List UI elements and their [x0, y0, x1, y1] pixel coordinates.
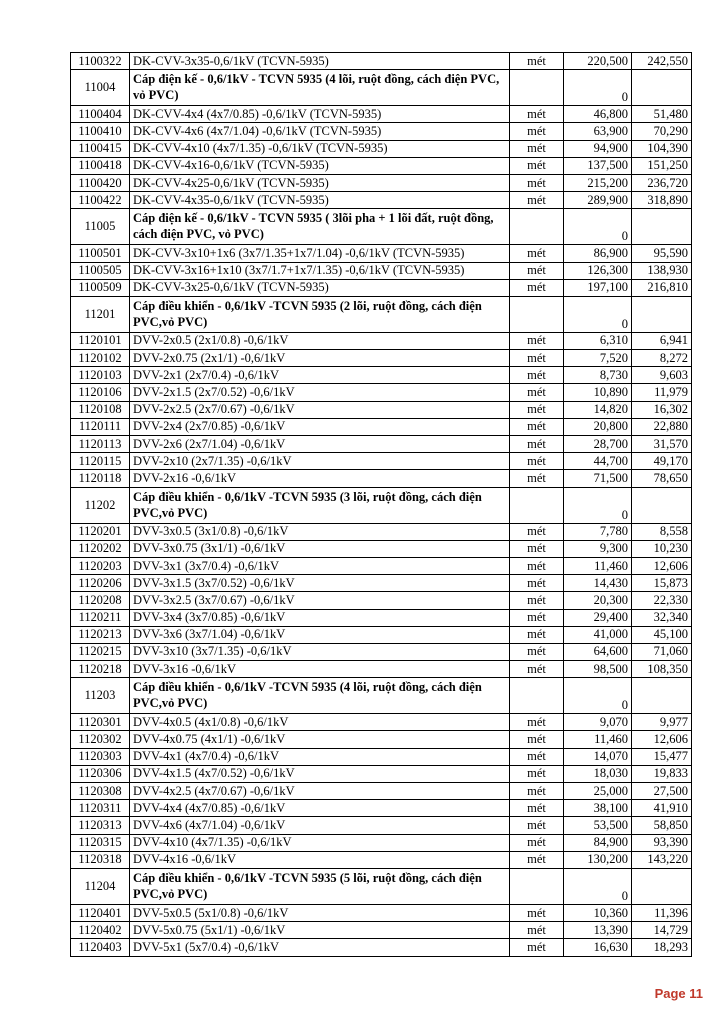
unit-cell: mét	[510, 262, 564, 279]
table-row	[71, 384, 692, 401]
product-description-cell: DVV-2x6 (2x7/1.04) -0,6/1kV	[130, 436, 510, 453]
product-code-cell: 1120106	[71, 384, 130, 401]
product-code-cell: 1120401	[71, 904, 130, 921]
price-1-cell: 0	[564, 678, 632, 714]
price-1-cell: 9,300	[564, 540, 632, 557]
price-1-cell: 220,500	[564, 53, 632, 70]
product-description-cell: DK-CVV-3x25-0,6/1kV (TCVN-5935)	[130, 279, 510, 296]
table-row	[71, 765, 692, 782]
product-description-cell: DVV-2x0.5 (2x1/0.8) -0,6/1kV	[130, 332, 510, 349]
product-description-cell: DK-CVV-4x10 (4x7/1.35) -0,6/1kV (TCVN-5935)	[130, 140, 510, 157]
unit-cell	[510, 296, 564, 332]
product-code-cell: 1120115	[71, 453, 130, 470]
table-row	[71, 436, 692, 453]
product-description-cell: DVV-3x16 -0,6/1kV	[130, 661, 510, 678]
price-1-cell: 0	[564, 487, 632, 523]
price-2-cell: 6,941	[632, 332, 692, 349]
price-2-cell: 11,979	[632, 384, 692, 401]
price-2-cell: 32,340	[632, 609, 692, 626]
price-1-cell: 71,500	[564, 470, 632, 487]
product-code-cell: 1120101	[71, 332, 130, 349]
table-row	[71, 523, 692, 540]
price-1-cell: 84,900	[564, 834, 632, 851]
price-1-cell: 20,300	[564, 592, 632, 609]
unit-cell	[510, 487, 564, 523]
product-code-cell: 1100415	[71, 140, 130, 157]
product-description-cell: DVV-4x0.75 (4x1/1) -0,6/1kV	[130, 731, 510, 748]
table-row	[71, 106, 692, 123]
price-1-cell: 0	[564, 70, 632, 106]
table-row	[71, 800, 692, 817]
product-description-cell: DVV-3x10 (3x7/1.35) -0,6/1kV	[130, 643, 510, 660]
price-1-cell: 98,500	[564, 661, 632, 678]
unit-cell: mét	[510, 904, 564, 921]
unit-cell: mét	[510, 575, 564, 592]
table-row	[71, 817, 692, 834]
unit-cell: mét	[510, 53, 564, 70]
unit-cell: mét	[510, 714, 564, 731]
unit-cell: mét	[510, 350, 564, 367]
price-2-cell: 14,729	[632, 922, 692, 939]
unit-cell: mét	[510, 384, 564, 401]
unit-cell	[510, 868, 564, 904]
price-1-cell: 7,780	[564, 523, 632, 540]
price-1-cell: 28,700	[564, 436, 632, 453]
product-code-cell: 1120113	[71, 436, 130, 453]
price-2-cell: 18,293	[632, 939, 692, 956]
table-row	[71, 783, 692, 800]
table-row	[71, 192, 692, 209]
group-header-row	[71, 678, 692, 714]
price-1-cell: 41,000	[564, 626, 632, 643]
table-row	[71, 851, 692, 868]
unit-cell: mét	[510, 540, 564, 557]
product-description-cell: DVV-2x2.5 (2x7/0.67) -0,6/1kV	[130, 401, 510, 418]
price-2-cell: 15,477	[632, 748, 692, 765]
unit-cell: mét	[510, 783, 564, 800]
table-row	[71, 922, 692, 939]
unit-cell: mét	[510, 834, 564, 851]
price-2-cell	[632, 70, 692, 106]
product-description-cell: DK-CVV-4x25-0,6/1kV (TCVN-5935)	[130, 174, 510, 191]
product-description-cell: DVV-2x16 -0,6/1kV	[130, 470, 510, 487]
price-1-cell: 63,900	[564, 123, 632, 140]
table-row	[71, 174, 692, 191]
table-row	[71, 643, 692, 660]
product-description-cell: Cáp điều khiển - 0,6/1kV -TCVN 5935 (4 lõi, ruột đồng, cách điện PVC,vỏ PVC)	[130, 678, 510, 714]
product-description-cell: Cáp điện kế - 0,6/1kV - TCVN 5935 (4 lõi, ruột đồng, cách điện PVC, vỏ PVC)	[130, 70, 510, 106]
unit-cell: mét	[510, 140, 564, 157]
price-1-cell: 8,730	[564, 367, 632, 384]
price-1-cell: 126,300	[564, 262, 632, 279]
unit-cell: mét	[510, 157, 564, 174]
price-table	[70, 52, 692, 957]
product-code-cell: 1120111	[71, 418, 130, 435]
product-code-cell: 1120302	[71, 731, 130, 748]
price-1-cell: 6,310	[564, 332, 632, 349]
price-1-cell: 11,460	[564, 731, 632, 748]
price-2-cell	[632, 868, 692, 904]
price-2-cell: 70,290	[632, 123, 692, 140]
product-description-cell: DK-CVV-3x16+1x10 (3x7/1.7+1x7/1.35) -0,6/1kV (TCVN-5935)	[130, 262, 510, 279]
price-1-cell: 0	[564, 209, 632, 245]
price-2-cell: 19,833	[632, 765, 692, 782]
product-code-cell: 1120215	[71, 643, 130, 660]
group-header-row	[71, 487, 692, 523]
table-row	[71, 123, 692, 140]
price-2-cell: 236,720	[632, 174, 692, 191]
unit-cell	[510, 209, 564, 245]
price-1-cell: 46,800	[564, 106, 632, 123]
unit-cell: mét	[510, 661, 564, 678]
product-code-cell: 11004	[71, 70, 130, 106]
product-code-cell: 1120108	[71, 401, 130, 418]
table-row	[71, 626, 692, 643]
price-1-cell: 44,700	[564, 453, 632, 470]
product-description-cell: DVV-4x0.5 (4x1/0.8) -0,6/1kV	[130, 714, 510, 731]
table-row	[71, 262, 692, 279]
price-2-cell: 95,590	[632, 245, 692, 262]
product-description-cell: DVV-4x1 (4x7/0.4) -0,6/1kV	[130, 748, 510, 765]
product-code-cell: 1120203	[71, 557, 130, 574]
price-1-cell: 0	[564, 868, 632, 904]
unit-cell: mét	[510, 523, 564, 540]
price-2-cell	[632, 209, 692, 245]
unit-cell: mét	[510, 817, 564, 834]
product-code-cell: 1100509	[71, 279, 130, 296]
product-code-cell: 1120301	[71, 714, 130, 731]
price-2-cell: 104,390	[632, 140, 692, 157]
product-code-cell: 1100501	[71, 245, 130, 262]
table-row	[71, 609, 692, 626]
table-row	[71, 245, 692, 262]
table-row	[71, 401, 692, 418]
product-description-cell: DVV-3x0.5 (3x1/0.8) -0,6/1kV	[130, 523, 510, 540]
product-code-cell: 1120202	[71, 540, 130, 557]
table-row	[71, 661, 692, 678]
price-2-cell: 51,480	[632, 106, 692, 123]
price-1-cell: 86,900	[564, 245, 632, 262]
product-code-cell: 1120213	[71, 626, 130, 643]
table-row	[71, 904, 692, 921]
price-2-cell: 8,272	[632, 350, 692, 367]
unit-cell: mét	[510, 470, 564, 487]
product-code-cell: 1120403	[71, 939, 130, 956]
product-code-cell: 1120318	[71, 851, 130, 868]
price-2-cell: 9,977	[632, 714, 692, 731]
price-1-cell: 0	[564, 296, 632, 332]
table-row	[71, 350, 692, 367]
product-description-cell: DVV-4x4 (4x7/0.85) -0,6/1kV	[130, 800, 510, 817]
product-description-cell: DVV-2x4 (2x7/0.85) -0,6/1kV	[130, 418, 510, 435]
table-row	[71, 53, 692, 70]
unit-cell: mét	[510, 453, 564, 470]
unit-cell: mét	[510, 643, 564, 660]
price-1-cell: 94,900	[564, 140, 632, 157]
table-row	[71, 157, 692, 174]
product-code-cell: 1120201	[71, 523, 130, 540]
group-header-row	[71, 70, 692, 106]
price-2-cell: 78,650	[632, 470, 692, 487]
product-description-cell: DVV-4x10 (4x7/1.35) -0,6/1kV	[130, 834, 510, 851]
price-1-cell: 197,100	[564, 279, 632, 296]
product-code-cell: 1100505	[71, 262, 130, 279]
price-2-cell: 242,550	[632, 53, 692, 70]
product-description-cell: DK-CVV-4x4 (4x7/0.85) -0,6/1kV (TCVN-5935)	[130, 106, 510, 123]
unit-cell: mét	[510, 123, 564, 140]
unit-cell	[510, 70, 564, 106]
unit-cell: mét	[510, 557, 564, 574]
price-2-cell: 31,570	[632, 436, 692, 453]
table-row	[71, 332, 692, 349]
table-row	[71, 418, 692, 435]
price-2-cell: 108,350	[632, 661, 692, 678]
price-1-cell: 10,360	[564, 904, 632, 921]
price-2-cell: 143,220	[632, 851, 692, 868]
table-row	[71, 592, 692, 609]
product-code-cell: 1120218	[71, 661, 130, 678]
group-header-row	[71, 209, 692, 245]
product-description-cell: DVV-2x1 (2x7/0.4) -0,6/1kV	[130, 367, 510, 384]
price-2-cell: 9,603	[632, 367, 692, 384]
unit-cell: mét	[510, 279, 564, 296]
unit-cell: mét	[510, 765, 564, 782]
table-row	[71, 140, 692, 157]
unit-cell: mét	[510, 626, 564, 643]
price-2-cell: 41,910	[632, 800, 692, 817]
product-code-cell: 1120303	[71, 748, 130, 765]
price-1-cell: 14,820	[564, 401, 632, 418]
product-description-cell: DK-CVV-3x10+1x6 (3x7/1.35+1x7/1.04) -0,6/1kV (TCVN-5935)	[130, 245, 510, 262]
price-2-cell	[632, 487, 692, 523]
price-2-cell: 22,330	[632, 592, 692, 609]
price-2-cell: 93,390	[632, 834, 692, 851]
price-2-cell: 45,100	[632, 626, 692, 643]
product-code-cell: 1120208	[71, 592, 130, 609]
table-row	[71, 834, 692, 851]
price-2-cell: 8,558	[632, 523, 692, 540]
price-1-cell: 53,500	[564, 817, 632, 834]
price-2-cell: 151,250	[632, 157, 692, 174]
price-2-cell: 10,230	[632, 540, 692, 557]
price-2-cell	[632, 296, 692, 332]
price-1-cell: 289,900	[564, 192, 632, 209]
unit-cell: mét	[510, 800, 564, 817]
group-header-row	[71, 868, 692, 904]
price-2-cell: 49,170	[632, 453, 692, 470]
price-2-cell: 12,606	[632, 557, 692, 574]
price-2-cell: 12,606	[632, 731, 692, 748]
price-2-cell: 58,850	[632, 817, 692, 834]
price-1-cell: 13,390	[564, 922, 632, 939]
product-code-cell: 1100418	[71, 157, 130, 174]
product-description-cell: DK-CVV-4x16-0,6/1kV (TCVN-5935)	[130, 157, 510, 174]
price-1-cell: 137,500	[564, 157, 632, 174]
price-table-body	[71, 53, 692, 957]
product-description-cell: DVV-3x0.75 (3x1/1) -0,6/1kV	[130, 540, 510, 557]
product-code-cell: 11005	[71, 209, 130, 245]
table-row	[71, 731, 692, 748]
product-code-cell: 11202	[71, 487, 130, 523]
product-description-cell: DVV-3x4 (3x7/0.85) -0,6/1kV	[130, 609, 510, 626]
product-description-cell: DVV-3x1.5 (3x7/0.52) -0,6/1kV	[130, 575, 510, 592]
unit-cell	[510, 678, 564, 714]
price-1-cell: 29,400	[564, 609, 632, 626]
unit-cell: mét	[510, 851, 564, 868]
price-1-cell: 14,070	[564, 748, 632, 765]
price-2-cell: 138,930	[632, 262, 692, 279]
product-description-cell: DVV-3x1 (3x7/0.4) -0,6/1kV	[130, 557, 510, 574]
price-1-cell: 130,200	[564, 851, 632, 868]
product-code-cell: 1120402	[71, 922, 130, 939]
unit-cell: mét	[510, 418, 564, 435]
table-row	[71, 939, 692, 956]
product-description-cell: DVV-5x1 (5x7/0.4) -0,6/1kV	[130, 939, 510, 956]
product-description-cell: Cáp điện kế - 0,6/1kV - TCVN 5935 ( 3lõi pha + 1 lõi đất, ruột đồng, cách điện PVC, vỏ PVC)	[130, 209, 510, 245]
price-2-cell: 15,873	[632, 575, 692, 592]
product-code-cell: 1120315	[71, 834, 130, 851]
product-code-cell: 1100420	[71, 174, 130, 191]
product-description-cell: DVV-4x2.5 (4x7/0.67) -0,6/1kV	[130, 783, 510, 800]
unit-cell: mét	[510, 609, 564, 626]
price-1-cell: 64,600	[564, 643, 632, 660]
product-code-cell: 11203	[71, 678, 130, 714]
product-code-cell: 1120211	[71, 609, 130, 626]
unit-cell: mét	[510, 245, 564, 262]
product-description-cell: DVV-4x1.5 (4x7/0.52) -0,6/1kV	[130, 765, 510, 782]
price-1-cell: 7,520	[564, 350, 632, 367]
product-code-cell: 1120206	[71, 575, 130, 592]
page-number: Page 11	[654, 986, 703, 1001]
table-row	[71, 714, 692, 731]
product-code-cell: 1120311	[71, 800, 130, 817]
price-1-cell: 10,890	[564, 384, 632, 401]
price-1-cell: 25,000	[564, 783, 632, 800]
product-description-cell: DVV-3x2.5 (3x7/0.67) -0,6/1kV	[130, 592, 510, 609]
product-code-cell: 1120102	[71, 350, 130, 367]
product-description-cell: DVV-3x6 (3x7/1.04) -0,6/1kV	[130, 626, 510, 643]
unit-cell: mét	[510, 731, 564, 748]
price-2-cell: 22,880	[632, 418, 692, 435]
unit-cell: mét	[510, 192, 564, 209]
product-description-cell: DVV-2x0.75 (2x1/1) -0,6/1kV	[130, 350, 510, 367]
product-description-cell: DVV-4x6 (4x7/1.04) -0,6/1kV	[130, 817, 510, 834]
price-1-cell: 9,070	[564, 714, 632, 731]
table-row	[71, 470, 692, 487]
price-2-cell: 16,302	[632, 401, 692, 418]
price-1-cell: 215,200	[564, 174, 632, 191]
product-description-cell: Cáp điều khiển - 0,6/1kV -TCVN 5935 (2 lõi, ruột đồng, cách điện PVC,vỏ PVC)	[130, 296, 510, 332]
price-2-cell: 27,500	[632, 783, 692, 800]
table-row	[71, 540, 692, 557]
table-row	[71, 748, 692, 765]
product-code-cell: 1100410	[71, 123, 130, 140]
price-2-cell: 318,890	[632, 192, 692, 209]
price-1-cell: 16,630	[564, 939, 632, 956]
price-2-cell	[632, 678, 692, 714]
product-code-cell: 1120118	[71, 470, 130, 487]
price-1-cell: 18,030	[564, 765, 632, 782]
table-row	[71, 367, 692, 384]
product-code-cell: 11204	[71, 868, 130, 904]
price-2-cell: 71,060	[632, 643, 692, 660]
product-description-cell: DK-CVV-4x35-0,6/1kV (TCVN-5935)	[130, 192, 510, 209]
product-description-cell: DVV-4x16 -0,6/1kV	[130, 851, 510, 868]
unit-cell: mét	[510, 922, 564, 939]
product-code-cell: 1100422	[71, 192, 130, 209]
unit-cell: mét	[510, 174, 564, 191]
product-description-cell: DVV-2x10 (2x7/1.35) -0,6/1kV	[130, 453, 510, 470]
unit-cell: mét	[510, 332, 564, 349]
unit-cell: mét	[510, 939, 564, 956]
unit-cell: mét	[510, 106, 564, 123]
product-description-cell: Cáp điều khiển - 0,6/1kV -TCVN 5935 (3 lõi, ruột đồng, cách điện PVC,vỏ PVC)	[130, 487, 510, 523]
product-code-cell: 1120313	[71, 817, 130, 834]
group-header-row	[71, 296, 692, 332]
product-description-cell: DVV-5x0.5 (5x1/0.8) -0,6/1kV	[130, 904, 510, 921]
product-code-cell: 1120103	[71, 367, 130, 384]
product-code-cell: 1120308	[71, 783, 130, 800]
product-description-cell: DVV-2x1.5 (2x7/0.52) -0,6/1kV	[130, 384, 510, 401]
product-description-cell: Cáp điều khiển - 0,6/1kV -TCVN 5935 (5 lõi, ruột đồng, cách điện PVC,vỏ PVC)	[130, 868, 510, 904]
table-row	[71, 279, 692, 296]
unit-cell: mét	[510, 367, 564, 384]
product-code-cell: 1100322	[71, 53, 130, 70]
price-1-cell: 38,100	[564, 800, 632, 817]
unit-cell: mét	[510, 748, 564, 765]
product-description-cell: DVV-5x0.75 (5x1/1) -0,6/1kV	[130, 922, 510, 939]
price-1-cell: 11,460	[564, 557, 632, 574]
price-1-cell: 14,430	[564, 575, 632, 592]
unit-cell: mét	[510, 592, 564, 609]
table-row	[71, 557, 692, 574]
price-2-cell: 11,396	[632, 904, 692, 921]
product-description-cell: DK-CVV-3x35-0,6/1kV (TCVN-5935)	[130, 53, 510, 70]
product-code-cell: 1100404	[71, 106, 130, 123]
price-1-cell: 20,800	[564, 418, 632, 435]
table-row	[71, 453, 692, 470]
product-code-cell: 11201	[71, 296, 130, 332]
product-code-cell: 1120306	[71, 765, 130, 782]
table-row	[71, 575, 692, 592]
product-description-cell: DK-CVV-4x6 (4x7/1.04) -0,6/1kV (TCVN-5935)	[130, 123, 510, 140]
unit-cell: mét	[510, 436, 564, 453]
price-2-cell: 216,810	[632, 279, 692, 296]
unit-cell: mét	[510, 401, 564, 418]
